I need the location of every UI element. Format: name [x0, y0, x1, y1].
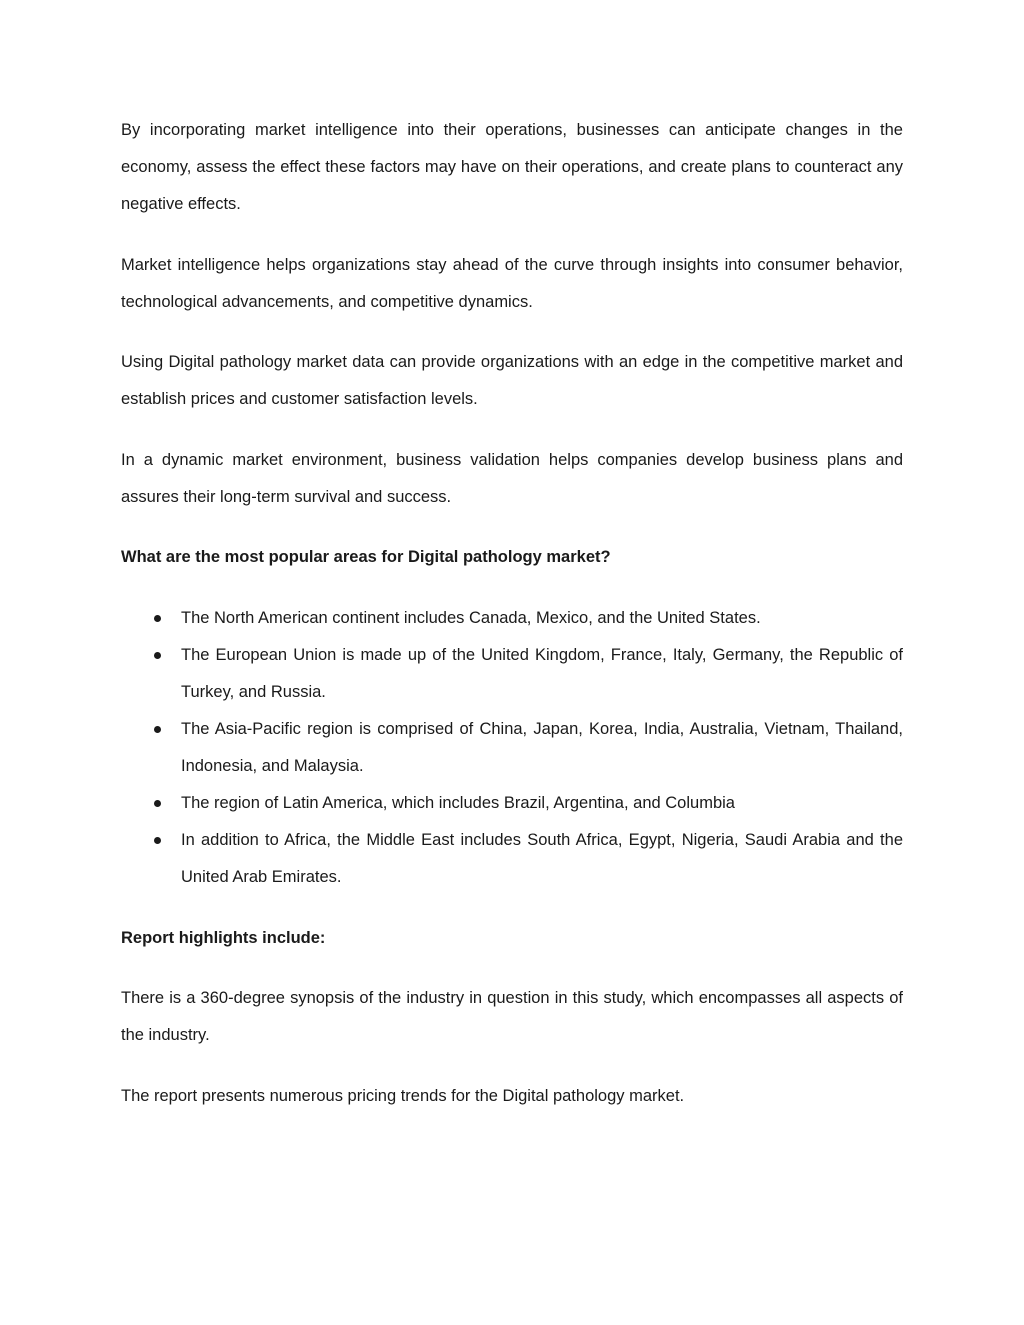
document-page	[121, 112, 903, 1138]
paragraph-synopsis: There is a 360-degree synopsis of the industry in question in this study, which encompasses all aspects of the industry.	[121, 989, 903, 1044]
list-item	[121, 637, 903, 711]
paragraph-business-validation: In a dynamic market environment, business validation helps companies develop business plans and assures their long-term survival and success.	[121, 450, 903, 506]
regions-list	[121, 600, 903, 896]
list-item	[121, 600, 903, 637]
bullet-icon	[154, 837, 161, 844]
paragraph-stay-ahead: Market intelligence helps organizations stay ahead of the curve through insights into consumer behavior, technological advancements, and competitive dynamics.	[121, 255, 903, 311]
list-item	[121, 711, 903, 785]
bullet-icon	[154, 652, 161, 659]
paragraph-pricing-trends: The report presents numerous pricing trends for the Digital pathology market.	[121, 1086, 685, 1105]
paragraph-market-data-edge: Using Digital pathology market data can provide organizations with an edge in the competitive market and establish prices and customer satisfaction levels.	[121, 353, 903, 408]
bullet-icon	[154, 800, 161, 807]
bullet-icon	[154, 726, 161, 733]
heading-report-highlights: Report highlights include:	[121, 928, 326, 947]
paragraph-market-intelligence-operations: By incorporating market intelligence into their operations, businesses can anticipate changes in the economy, assess the effect these factors may have on their operations, and create plans to counteract any negative effects.	[121, 121, 903, 213]
list-item-text: The North American continent includes Canada, Mexico, and the United States.	[181, 609, 761, 627]
list-item	[121, 785, 903, 822]
heading-popular-areas: What are the most popular areas for Digital pathology market?	[121, 548, 611, 566]
list-item-text: The region of Latin America, which includes Brazil, Argentina, and Columbia	[181, 794, 735, 812]
list-item-text: In addition to Africa, the Middle East includes South Africa, Egypt, Nigeria, Saudi Arabia and the United Arab Emirates.	[181, 831, 903, 886]
list-item-text: The European Union is made up of the United Kingdom, France, Italy, Germany, the Republic of Turkey, and Russia.	[181, 646, 903, 701]
bullet-icon	[154, 615, 161, 622]
list-item	[121, 822, 903, 896]
list-item-text: The Asia-Pacific region is comprised of China, Japan, Korea, India, Australia, Vietnam, Thailand, Indonesia, and Malaysia.	[181, 720, 903, 775]
